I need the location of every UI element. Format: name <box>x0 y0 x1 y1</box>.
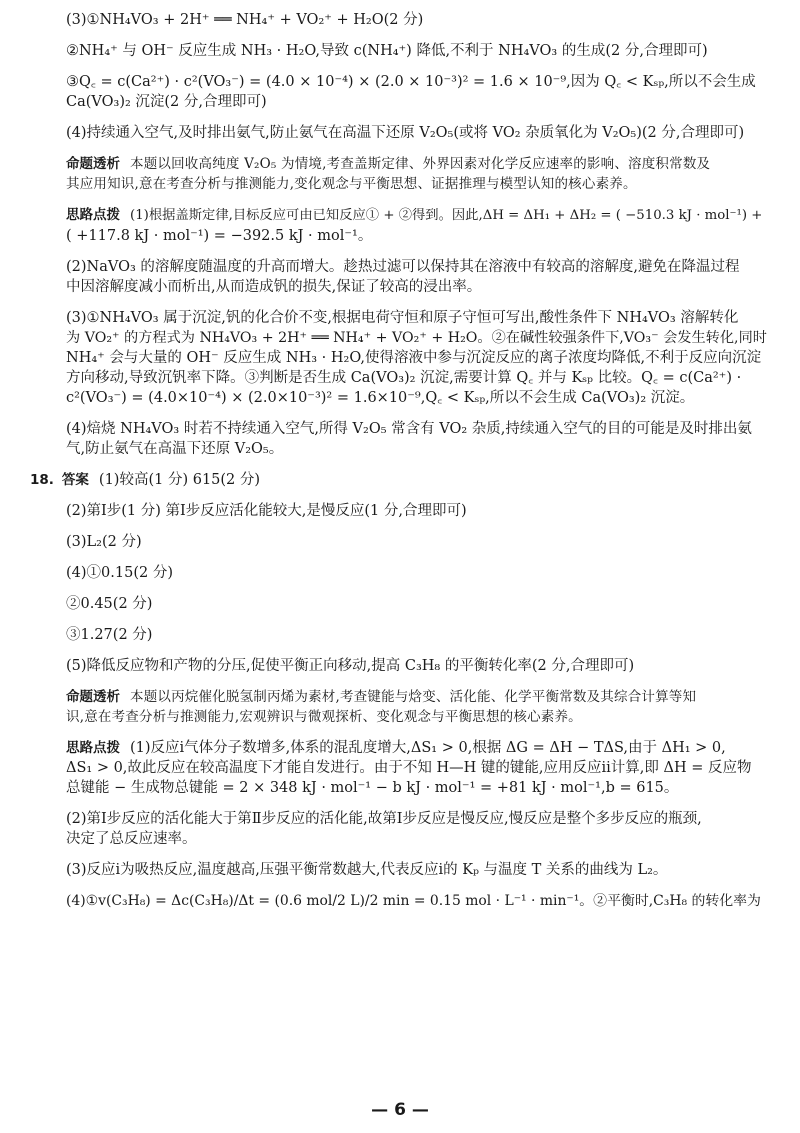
text-line: NH₄⁺ 会与大量的 OH⁻ 反应生成 NH₃ · H₂O,使得溶液中参与沉淀反应的离子浓度均降低,不利于反应向沉淀 <box>66 350 762 366</box>
text-line: ( +117.8 kJ · mol⁻¹) = −392.5 kJ · mol⁻¹。 <box>66 228 373 244</box>
text-line: Ca(VO₃)₂ 沉淀(2 分,合理即可) <box>66 94 267 110</box>
answer-line: (3)L₂(2 分) <box>66 534 142 550</box>
text-line: (2)NaVO₃ 的溶解度随温度的升高而增大。趁热过滤可以保持其在溶液中有较高的溶解度,避免在降温过程 <box>66 259 740 275</box>
text-run: 本题以丙烷催化脱氢制丙烯为素材,考查键能与焓变、活化能、化学平衡常数及其综合计算等知 <box>130 689 697 705</box>
analysis-section <box>66 154 772 194</box>
answer-line: (4)持续通入空气,及时排出氨气,防止氨气在高温下还原 V₂O₅(或将 VO₂ 杂质氧化为 V₂O₅)(2 分,合理即可) <box>66 125 745 141</box>
text-line: (4)焙烧 NH₄VO₃ 时若不持续通入空气,所得 V₂O₅ 常含有 VO₂ 杂质,持续通入空气的目的可能是及时排出氨 <box>66 421 752 437</box>
hint-paragraph <box>66 205 772 246</box>
hint-paragraph <box>66 308 772 408</box>
text-line: (3)①NH₄VO₃ 属于沉淀,钒的化合价不变,根据电荷守恒和原子守恒可写出,酸性条件下 NH₄VO₃ 溶解转化 <box>66 310 739 326</box>
text-line: 方向移动,导致沉钒率下降。③判断是否生成 Ca(VO₃)₂ 沉淀,需要计算 Q꜀ 并与 Kₛₚ 比较。Q꜀ = c(Ca²⁺) · <box>66 370 742 386</box>
text-line: 为 VO₂⁺ 的方程式为 NH₄VO₃ + 2H⁺ ══ NH₄⁺ + VO₂⁺ + H₂O。②在碱性较强条件下,VO₃⁻ 会发生转化,同时 <box>66 330 767 346</box>
section-label: 命题透析 <box>66 156 120 172</box>
hint-paragraph <box>66 809 772 849</box>
text-line: ③Q꜀ = c(Ca²⁺) · c²(VO₃⁻) = (4.0 × 10⁻⁴) × (2.0 × 10⁻³)² = 1.6 × 10⁻⁹,因为 Q꜀ < Kₛₚ,所以不会生成 <box>66 74 756 90</box>
section-label: 思路点拨 <box>66 207 120 223</box>
question-18-answer <box>30 470 772 490</box>
answer-label: 答案 <box>61 472 89 488</box>
text-line: 决定了总反应速率。 <box>66 831 197 847</box>
page-number: — 6 — <box>371 1100 429 1120</box>
text-line: (2)第Ⅰ步反应的活化能大于第Ⅱ步反应的活化能,故第Ⅰ步反应是慢反应,慢反应是整个多步反应的瓶颈, <box>66 811 702 827</box>
hint-paragraph <box>66 257 772 297</box>
answer-line: (3)①NH₄VO₃ + 2H⁺ ══ NH₄⁺ + VO₂⁺ + H₂O(2 分) <box>66 12 424 28</box>
text-line: ΔS₁ > 0,故此反应在较高温度下才能自发进行。由于不知 H—H 键的键能,应用反应ⅱ计算,即 ΔH = 反应物 <box>66 760 752 776</box>
text-line: 中因溶解度减小而析出,从而造成钒的损失,保证了较高的浸出率。 <box>66 279 482 295</box>
section-label: 命题透析 <box>66 689 120 705</box>
text-line: 气,防止氨气在高温下还原 V₂O₅。 <box>66 441 284 457</box>
text-line <box>66 738 772 758</box>
answer-paragraph <box>66 72 772 112</box>
answer-line: ②0.45(2 分) <box>66 596 153 612</box>
text-run: (1)根据盖斯定律,目标反应可由已知反应① + ②得到。因此,ΔH = ΔH₁ + ΔH₂ = ( −510.3 kJ · mol⁻¹) + <box>130 208 763 223</box>
answer-line: (5)降低反应物和产物的分压,促使平衡正向移动,提高 C₃H₈ 的平衡转化率(2 分,合理即可) <box>66 658 635 674</box>
text-line <box>66 687 772 707</box>
text-line: 其应用知识,意在考查分析与推测能力,变化观念与平衡思想、证据推理与模型认知的核心素养。 <box>66 176 637 192</box>
text-line <box>66 154 772 174</box>
question-number: 18. <box>30 472 54 488</box>
text-run: (1)反应ⅰ气体分子数增多,体系的混乱度增大,ΔS₁ > 0,根据 ΔG = ΔH − TΔS,由于 ΔH₁ > 0, <box>130 740 726 756</box>
answer-line: (2)第Ⅰ步(1 分) 第Ⅰ步反应活化能较大,是慢反应(1 分,合理即可) <box>66 503 467 519</box>
hint-line: (3)反应ⅰ为吸热反应,温度越高,压强平衡常数越大,代表反应ⅰ的 Kₚ 与温度 T 关系的曲线为 L₂。 <box>66 862 668 878</box>
answer-line: ③1.27(2 分) <box>66 627 153 643</box>
text-run: 本题以回收高纯度 V₂O₅ 为情境,考查盖斯定律、外界因素对化学反应速率的影响、溶度积常数及 <box>130 156 711 172</box>
text-line: 识,意在考查分析与推测能力,宏观辨识与微观探析、变化观念与平衡思想的核心素养。 <box>66 709 582 725</box>
hint-paragraph <box>66 738 772 798</box>
answer-text: (1)较高(1 分) 615(2 分) <box>98 472 261 488</box>
text-line: c²(VO₃⁻) = (4.0×10⁻⁴) × (2.0×10⁻³)² = 1.6×10⁻⁹,Q꜀ < Kₛₚ,所以不会生成 Ca(VO₃)₂ 沉淀。 <box>66 390 695 406</box>
section-label: 思路点拨 <box>66 740 120 756</box>
answer-line: ②NH₄⁺ 与 OH⁻ 反应生成 NH₃ · H₂O,导致 c(NH₄⁺) 降低,不利于 NH₄VO₃ 的生成(2 分,合理即可) <box>66 43 708 59</box>
answer-line: (4)①0.15(2 分) <box>66 565 173 581</box>
text-line <box>66 205 772 226</box>
analysis-section <box>66 687 772 727</box>
text-line: 总键能 − 生成物总键能 = 2 × 348 kJ · mol⁻¹ − b kJ · mol⁻¹ = +81 kJ · mol⁻¹,b = 615。 <box>66 780 679 796</box>
hint-line: (4)①v(C₃H₈) = Δc(C₃H₈)/Δt = (0.6 mol/2 L)/2 min = 0.15 mol · L⁻¹ · min⁻¹。②平衡时,C₃H₈ 的转化率为 <box>66 893 761 909</box>
hint-paragraph <box>66 419 772 459</box>
